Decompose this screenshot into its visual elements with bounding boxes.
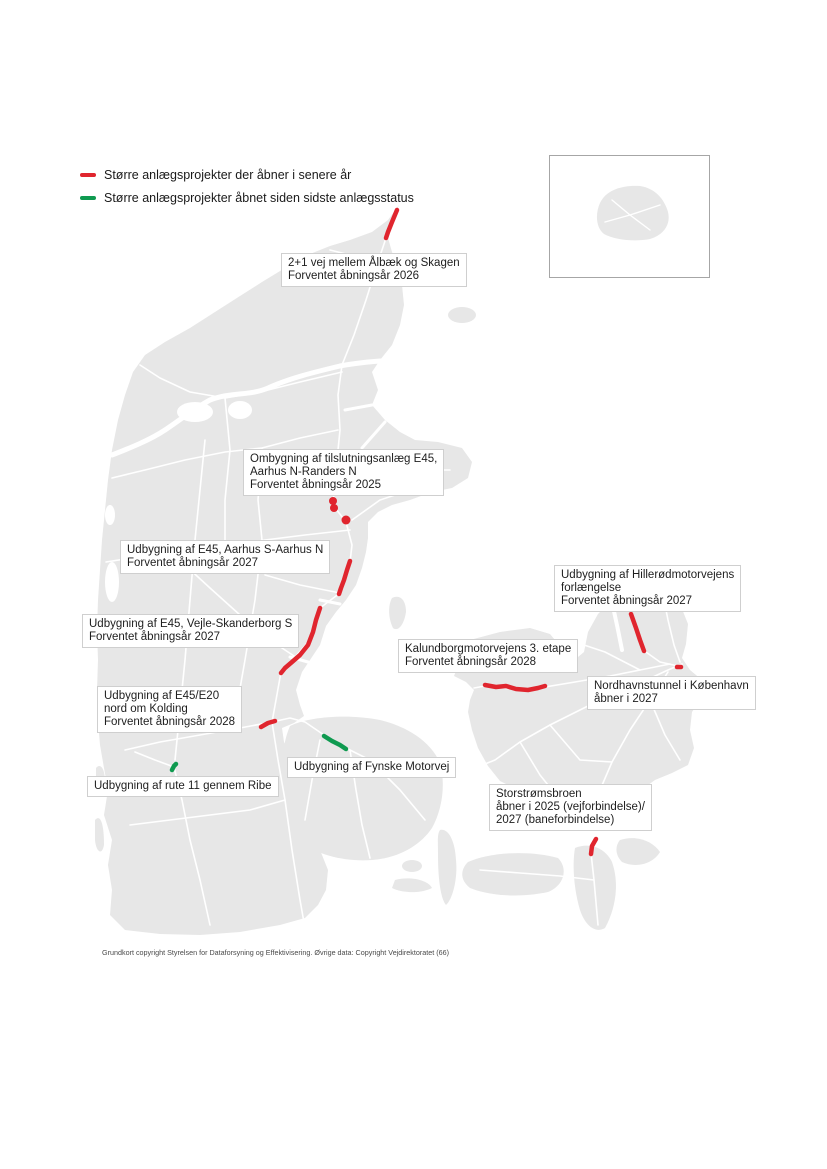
water-nissum-fjord: [105, 505, 115, 525]
legend-swatch-planned: [80, 172, 96, 178]
project-label-line: Forventet åbningsår 2027: [89, 631, 221, 643]
legend-item-opened: [80, 190, 414, 206]
project-point-aarhus-n: [329, 497, 337, 505]
project-label-line: Nordhavnstunnel i København: [594, 680, 749, 692]
project-point-aarhus-n: [330, 504, 338, 512]
project-label-line: nord om Kolding: [104, 703, 188, 715]
project-label-line: åbner i 2027: [594, 693, 658, 705]
landmass-moen: [616, 838, 660, 865]
legend-item-planned: [80, 167, 351, 183]
landmass-aeroe: [392, 878, 432, 892]
inset-bornholm: [550, 156, 710, 278]
project-label-line: Udbygning af Fynske Motorvej: [294, 761, 450, 773]
water-limfjord-basin: [177, 402, 213, 422]
project-label-line: Kalundborgmotorvejens 3. etape: [405, 643, 572, 655]
project-label-storstroem: [489, 784, 652, 831]
project-label-line: Ombygning af tilslutningsanlæg E45,: [250, 453, 438, 465]
landmass-roemoe: [95, 818, 104, 851]
project-label-line: Forventet åbningsår 2027: [127, 557, 259, 569]
project-label-aarhus-n-randers-n: [243, 449, 444, 496]
project-label-line: Udbygning af rute 11 gennem Ribe: [94, 780, 272, 792]
project-label-aarhus-s-aarhus-n: [120, 540, 330, 574]
legend-swatch-opened: [80, 195, 96, 201]
landmass-langeland: [438, 830, 457, 905]
project-label-line: 2+1 vej mellem Ålbæk og Skagen: [288, 257, 460, 269]
project-label-line: Udbygning af E45/E20: [104, 690, 220, 702]
project-label-line: Forventet åbningsår 2026: [288, 270, 420, 282]
legend-label-planned: Større anlægsprojekter der åbner i senere år: [104, 168, 352, 182]
project-label-kalundborg: [398, 639, 578, 673]
project-label-line: Forventet åbningsår 2027: [561, 595, 693, 607]
map-credit: Grundkort copyright Styrelsen for Dataforsyning og Effektivisering. Øvrige data: Copyright Vejdirektoratet (66): [102, 948, 450, 957]
project-label-line: Udbygning af E45, Aarhus S-Aarhus N: [127, 544, 324, 556]
project-label-line: Udbygning af Hillerødmotorvejens: [561, 569, 735, 581]
project-label-kolding: [97, 686, 242, 733]
landmass-lolland: [462, 853, 563, 895]
water-limfjord-basin: [228, 401, 252, 419]
project-point-randers-n: [342, 516, 351, 525]
project-label-nordhavn: [587, 676, 756, 710]
project-label-line: åbner i 2025 (vejforbindelse)/: [496, 801, 645, 813]
project-label-line: 2027 (baneforbindelse): [496, 814, 615, 826]
landmass-laesoe: [448, 307, 476, 323]
project-label-line: forlængelse: [561, 582, 622, 594]
project-label-line: Storstrømsbroen: [496, 788, 582, 800]
project-label-vejle-skanderborg: [82, 614, 299, 648]
project-label-fynske-motorvej: [287, 757, 456, 778]
landmass-samsoe: [389, 597, 406, 629]
project-label-line: Forventet åbningsår 2028: [104, 716, 236, 728]
water-ringkoebing-fjord: [105, 562, 119, 602]
landmass-taasinge: [402, 860, 422, 872]
project-label-line: Aarhus N-Randers N: [250, 466, 357, 478]
legend-label-opened: Større anlægsprojekter åbnet siden sidste anlægsstatus: [104, 191, 414, 205]
project-label-line: Forventet åbningsår 2025: [250, 479, 382, 491]
project-label-skagen: [281, 253, 467, 287]
project-label-line: Udbygning af E45, Vejle-Skanderborg S: [89, 618, 293, 630]
project-label-line: Forventet åbningsår 2028: [405, 656, 537, 668]
project-label-hilleroed: [554, 565, 741, 612]
project-label-ribe: [87, 776, 279, 797]
landmass-funen: [281, 717, 443, 861]
